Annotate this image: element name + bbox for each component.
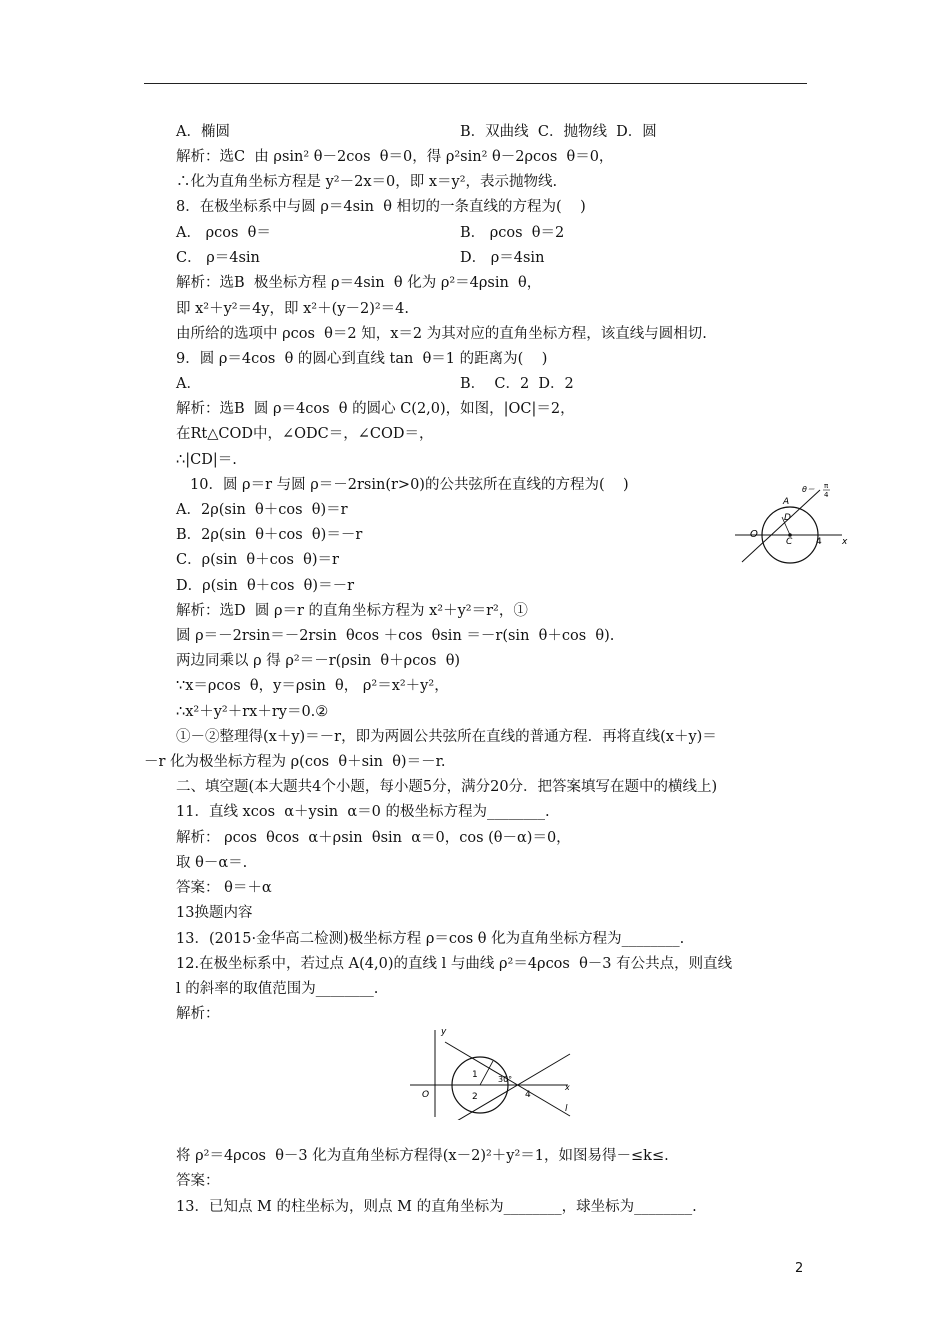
figure-two-circles: [730, 480, 860, 570]
text-line: ∴x²＋y²＋rx＋ry＝0.②: [176, 704, 329, 720]
text-line: A． ρcos θ＝: [176, 225, 271, 241]
text-line: 解析：选C 由 ρsin² θ－2cos θ＝0，得 ρ²sin² θ－2ρcos θ＝0，: [176, 149, 614, 165]
text-line: 11．直线 xcos α＋ysin α＝0 的极坐标方程为________.: [176, 804, 550, 820]
label-4: 4: [816, 537, 822, 547]
text-line: B． ρcos θ＝2: [460, 225, 565, 241]
header-rule: [144, 83, 807, 84]
text-line: －r 化为极坐标方程为 ρ(cos θ＋sin θ)＝－r.: [144, 754, 446, 770]
text-line: ①－②整理得(x＋y)＝－r，即为两圆公共弦所在直线的普通方程．再将直线(x＋y)＝: [176, 729, 717, 745]
text-line: A．椭圆: [176, 124, 230, 140]
text-line: 即 x²＋y²＝4y，即 x²＋(y－2)²＝4.: [176, 301, 409, 317]
text-line: 在Rt△COD中，∠ODC＝，∠COD＝，: [176, 426, 434, 442]
text-line: 13换题内容: [176, 905, 253, 921]
text-line: 10．圆 ρ＝r 与圆 ρ＝－2rsin(r>0)的公共弦所在直线的方程为( ): [190, 477, 629, 493]
text-line: 解析：选D 圆 ρ＝r 的直角坐标方程为 x²＋y²＝r²，①: [176, 603, 528, 619]
text-line: A．2ρ(sin θ＋cos θ)＝r: [176, 502, 348, 518]
text-line: C． ρ＝4sin: [176, 250, 260, 266]
text-line: ∴|CD|＝.: [176, 452, 237, 468]
label-30deg: 30°: [498, 1075, 513, 1084]
text-line: ∴化为直角坐标方程是 y²－2x＝0，即 x＝y²，表示抛物线.: [176, 174, 558, 190]
label-c: C: [786, 537, 793, 547]
label-y: y: [441, 1027, 447, 1037]
text-line: B．2ρ(sin θ＋cos θ)＝－r: [176, 527, 363, 543]
text-line: 取 θ－α＝.: [176, 855, 248, 871]
label-1: 1: [472, 1070, 478, 1080]
text-line: 8．在极坐标系中与圆 ρ＝4sin θ 相切的一条直线的方程为( ): [176, 199, 586, 215]
text-line: 答案：: [176, 1173, 220, 1189]
figure-circle-tangents: [405, 1025, 585, 1120]
text-line: 13．已知点 M 的柱坐标为，则点 M 的直角坐标为________，球坐标为________.: [176, 1199, 697, 1215]
text-line: 解析： ρcos θcos α＋ρsin θsin α＝0，cos (θ－α)＝0，: [176, 830, 571, 846]
text-line: 圆 ρ＝－2rsin＝－2rsin θcos ＋cos θsin ＝－r(sin θ＋cos θ).: [176, 628, 615, 644]
text-line: 9．圆 ρ＝4cos θ 的圆心到直线 tan θ＝1 的距离为( ): [176, 351, 548, 367]
label-o: O: [422, 1090, 430, 1100]
text-line: D．ρ(sin θ＋cos θ)＝－r: [176, 578, 354, 594]
text-line: 两边同乘以 ρ 得 ρ²＝－r(ρsin θ＋ρcos θ): [176, 653, 461, 669]
text-line: 解析：选B 圆 ρ＝4cos θ 的圆心 C(2,0)，如图，|OC|＝2，: [176, 401, 575, 417]
label-a: A: [783, 497, 790, 507]
text-line: C．ρ(sin θ＋cos θ)＝r: [176, 552, 339, 568]
text-line: ∵x＝ρcos θ，y＝ρsin θ， ρ²＝x²＋y²，: [176, 678, 449, 694]
text-line: 二、填空题(本大题共4个小题，每小题5分，满分20分．把答案填写在题中的横线上): [176, 779, 718, 795]
text-line: 解析：: [176, 1006, 220, 1022]
text-line: l 的斜率的取值范围为________.: [176, 981, 379, 997]
label-o: O: [750, 529, 758, 540]
label-pi: π: [824, 482, 829, 490]
label-2: 2: [472, 1092, 478, 1102]
label-d: D: [784, 513, 791, 523]
label-pi-den: 4: [824, 491, 829, 499]
label-x: x: [565, 1083, 570, 1092]
radius: [480, 1061, 493, 1085]
label-4: 4: [525, 1090, 531, 1100]
ray-theta: [742, 490, 820, 562]
text-line: B． C．2 D．2: [460, 376, 574, 392]
text-line: D． ρ＝4sin: [460, 250, 545, 266]
text-line: 由所给的选项中 ρcos θ＝2 知，x＝2 为其对应的直角坐标方程，该直线与圆相切.: [176, 326, 707, 342]
text-line: 答案： θ＝＋α: [176, 880, 272, 896]
text-line: 解析：选B 极坐标方程 ρ＝4sin θ 化为 ρ²＝4ρsin θ，: [176, 275, 542, 291]
label-l: l: [565, 1104, 568, 1114]
text-line: A．: [176, 376, 201, 392]
page-number: 2: [795, 1261, 804, 1276]
text-line: B．双曲线 C．抛物线 D．圆: [460, 124, 657, 140]
text-line: 13．(2015·金华高二检测)极坐标方程 ρ＝cos θ 化为直角坐标方程为________.: [176, 931, 685, 947]
label-x: x: [842, 537, 848, 547]
text-line: 将 ρ²＝4ρcos θ－3 化为直角坐标方程得(x－2)²＋y²＝1，如图易得－≤k≤.: [176, 1148, 669, 1164]
label-theta: θ＝: [802, 485, 815, 494]
text-line: 12.在极坐标系中，若过点 A(4,0)的直线 l 与曲线 ρ²＝4ρcos θ－3 有公共点，则直线: [176, 956, 733, 972]
